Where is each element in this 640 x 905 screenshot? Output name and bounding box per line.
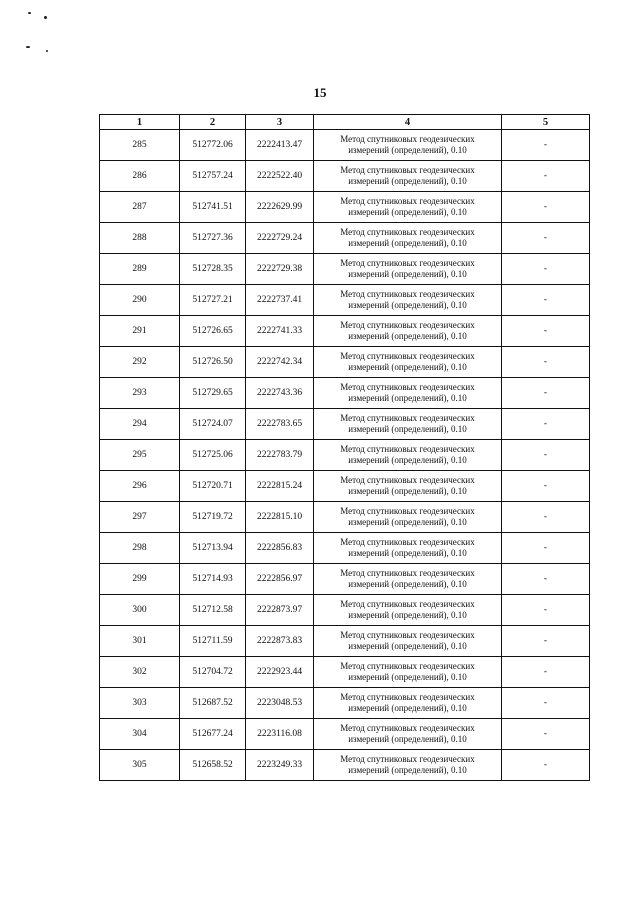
y-coordinate-cell: 2222815.10 <box>246 502 314 533</box>
method-line1: Метод спутниковых геодезических <box>340 599 475 609</box>
method-line2: измерений (определений), 0.10 <box>348 362 467 372</box>
method-line1: Метод спутниковых геодезических <box>340 351 475 361</box>
scan-speck <box>46 50 48 52</box>
method-cell <box>314 161 502 192</box>
y-coordinate-cell: 2222873.83 <box>246 626 314 657</box>
method-cell <box>314 285 502 316</box>
x-coordinate-cell: 512719.72 <box>180 502 246 533</box>
table-row <box>100 192 590 223</box>
dash-cell: - <box>502 719 590 750</box>
table-row <box>100 471 590 502</box>
method-cell <box>314 719 502 750</box>
method-line1: Метод спутниковых геодезических <box>340 630 475 640</box>
y-coordinate-cell: 2222743.36 <box>246 378 314 409</box>
coordinates-table <box>99 114 590 781</box>
point-number-cell: 291 <box>100 316 180 347</box>
dash-cell: - <box>502 502 590 533</box>
table-header-row <box>100 115 590 130</box>
table-row <box>100 161 590 192</box>
method-cell <box>314 533 502 564</box>
point-number-cell: 295 <box>100 440 180 471</box>
x-coordinate-cell: 512757.24 <box>180 161 246 192</box>
method-line2: измерений (определений), 0.10 <box>348 548 467 558</box>
table-row <box>100 564 590 595</box>
table-row <box>100 502 590 533</box>
method-cell <box>314 688 502 719</box>
point-number-cell: 304 <box>100 719 180 750</box>
table-row <box>100 409 590 440</box>
x-coordinate-cell: 512741.51 <box>180 192 246 223</box>
point-number-cell: 301 <box>100 626 180 657</box>
x-coordinate-cell: 512727.21 <box>180 285 246 316</box>
table-row <box>100 347 590 378</box>
method-line1: Метод спутниковых геодезических <box>340 723 475 733</box>
table-row <box>100 595 590 626</box>
y-coordinate-cell: 2222729.24 <box>246 223 314 254</box>
y-coordinate-cell: 2223249.33 <box>246 750 314 781</box>
x-coordinate-cell: 512729.65 <box>180 378 246 409</box>
method-line1: Метод спутниковых геодезических <box>340 320 475 330</box>
x-coordinate-cell: 512714.93 <box>180 564 246 595</box>
method-cell <box>314 502 502 533</box>
y-coordinate-cell: 2222729.38 <box>246 254 314 285</box>
x-coordinate-cell: 512772.06 <box>180 130 246 161</box>
x-coordinate-cell: 512712.58 <box>180 595 246 626</box>
method-line1: Метод спутниковых геодезических <box>340 289 475 299</box>
dash-cell: - <box>502 595 590 626</box>
dash-cell: - <box>502 409 590 440</box>
point-number-cell: 300 <box>100 595 180 626</box>
dash-cell: - <box>502 440 590 471</box>
dash-cell: - <box>502 657 590 688</box>
table-row <box>100 378 590 409</box>
dash-cell: - <box>502 130 590 161</box>
point-number-cell: 288 <box>100 223 180 254</box>
table-row <box>100 719 590 750</box>
point-number-cell: 305 <box>100 750 180 781</box>
method-cell <box>314 657 502 688</box>
y-coordinate-cell: 2222873.97 <box>246 595 314 626</box>
dash-cell: - <box>502 750 590 781</box>
point-number-cell: 287 <box>100 192 180 223</box>
point-number-cell: 294 <box>100 409 180 440</box>
table-body <box>100 130 590 781</box>
dash-cell: - <box>502 347 590 378</box>
table-row <box>100 533 590 564</box>
y-coordinate-cell: 2222815.24 <box>246 471 314 502</box>
x-coordinate-cell: 512726.65 <box>180 316 246 347</box>
method-line1: Метод спутниковых геодезических <box>340 506 475 516</box>
table-row <box>100 626 590 657</box>
method-line2: измерений (определений), 0.10 <box>348 207 467 217</box>
x-coordinate-cell: 512677.24 <box>180 719 246 750</box>
method-line1: Метод спутниковых геодезических <box>340 475 475 485</box>
column-header: 1 <box>100 115 180 130</box>
method-line2: измерений (определений), 0.10 <box>348 455 467 465</box>
table-row <box>100 440 590 471</box>
dash-cell: - <box>502 471 590 502</box>
x-coordinate-cell: 512687.52 <box>180 688 246 719</box>
dash-cell: - <box>502 254 590 285</box>
point-number-cell: 298 <box>100 533 180 564</box>
y-coordinate-cell: 2222413.47 <box>246 130 314 161</box>
method-line2: измерений (определений), 0.10 <box>348 238 467 248</box>
point-number-cell: 297 <box>100 502 180 533</box>
method-line2: измерений (определений), 0.10 <box>348 269 467 279</box>
method-line2: измерений (определений), 0.10 <box>348 610 467 620</box>
method-line2: измерений (определений), 0.10 <box>348 424 467 434</box>
y-coordinate-cell: 2223048.53 <box>246 688 314 719</box>
method-line1: Метод спутниковых геодезических <box>340 382 475 392</box>
y-coordinate-cell: 2222923.44 <box>246 657 314 688</box>
method-cell <box>314 440 502 471</box>
method-line2: измерений (определений), 0.10 <box>348 331 467 341</box>
method-cell <box>314 254 502 285</box>
x-coordinate-cell: 512720.71 <box>180 471 246 502</box>
method-cell <box>314 750 502 781</box>
table-row <box>100 657 590 688</box>
y-coordinate-cell: 2222742.34 <box>246 347 314 378</box>
method-cell <box>314 626 502 657</box>
dash-cell: - <box>502 378 590 409</box>
dash-cell: - <box>502 564 590 595</box>
x-coordinate-cell: 512704.72 <box>180 657 246 688</box>
page-number: 15 <box>313 85 327 100</box>
x-coordinate-cell: 512725.06 <box>180 440 246 471</box>
x-coordinate-cell: 512713.94 <box>180 533 246 564</box>
scan-speck <box>26 46 30 48</box>
method-line2: измерений (определений), 0.10 <box>348 703 467 713</box>
y-coordinate-cell: 2222629.99 <box>246 192 314 223</box>
method-line2: измерений (определений), 0.10 <box>348 517 467 527</box>
method-cell <box>314 316 502 347</box>
point-number-cell: 289 <box>100 254 180 285</box>
y-coordinate-cell: 2222856.97 <box>246 564 314 595</box>
method-line1: Метод спутниковых геодезических <box>340 196 475 206</box>
column-header: 3 <box>246 115 314 130</box>
method-line1: Метод спутниковых геодезических <box>340 568 475 578</box>
column-header: 4 <box>314 115 502 130</box>
dash-cell: - <box>502 192 590 223</box>
y-coordinate-cell: 2223116.08 <box>246 719 314 750</box>
method-cell <box>314 409 502 440</box>
method-line2: измерений (определений), 0.10 <box>348 641 467 651</box>
method-line2: измерений (определений), 0.10 <box>348 672 467 682</box>
dash-cell: - <box>502 533 590 564</box>
method-line1: Метод спутниковых геодезических <box>340 537 475 547</box>
method-line2: измерений (определений), 0.10 <box>348 765 467 775</box>
method-line1: Метод спутниковых геодезических <box>340 134 475 144</box>
method-line2: измерений (определений), 0.10 <box>348 393 467 403</box>
method-cell <box>314 378 502 409</box>
method-cell <box>314 192 502 223</box>
method-line1: Метод спутниковых геодезических <box>340 444 475 454</box>
dash-cell: - <box>502 316 590 347</box>
table-row <box>100 750 590 781</box>
x-coordinate-cell: 512727.36 <box>180 223 246 254</box>
method-cell <box>314 595 502 626</box>
y-coordinate-cell: 2222737.41 <box>246 285 314 316</box>
column-header: 2 <box>180 115 246 130</box>
table-row <box>100 688 590 719</box>
point-number-cell: 303 <box>100 688 180 719</box>
dash-cell: - <box>502 688 590 719</box>
x-coordinate-cell: 512728.35 <box>180 254 246 285</box>
method-line1: Метод спутниковых геодезических <box>340 754 475 764</box>
point-number-cell: 290 <box>100 285 180 316</box>
dash-cell: - <box>502 223 590 254</box>
point-number-cell: 293 <box>100 378 180 409</box>
scan-speck <box>44 16 47 19</box>
method-cell <box>314 564 502 595</box>
method-line1: Метод спутниковых геодезических <box>340 413 475 423</box>
method-line2: измерений (определений), 0.10 <box>348 486 467 496</box>
method-line1: Метод спутниковых геодезических <box>340 165 475 175</box>
scan-speck <box>28 12 31 14</box>
method-cell <box>314 223 502 254</box>
y-coordinate-cell: 2222856.83 <box>246 533 314 564</box>
method-line1: Метод спутниковых геодезических <box>340 258 475 268</box>
column-header: 5 <box>502 115 590 130</box>
point-number-cell: 299 <box>100 564 180 595</box>
table-row <box>100 223 590 254</box>
x-coordinate-cell: 512711.59 <box>180 626 246 657</box>
table-row <box>100 285 590 316</box>
x-coordinate-cell: 512658.52 <box>180 750 246 781</box>
point-number-cell: 296 <box>100 471 180 502</box>
y-coordinate-cell: 2222783.65 <box>246 409 314 440</box>
point-number-cell: 286 <box>100 161 180 192</box>
method-line1: Метод спутниковых геодезических <box>340 692 475 702</box>
method-line2: измерений (определений), 0.10 <box>348 145 467 155</box>
method-line2: измерений (определений), 0.10 <box>348 176 467 186</box>
dash-cell: - <box>502 161 590 192</box>
method-cell <box>314 471 502 502</box>
table-row <box>100 130 590 161</box>
method-line2: измерений (определений), 0.10 <box>348 734 467 744</box>
point-number-cell: 302 <box>100 657 180 688</box>
y-coordinate-cell: 2222783.79 <box>246 440 314 471</box>
point-number-cell: 285 <box>100 130 180 161</box>
method-cell <box>314 347 502 378</box>
x-coordinate-cell: 512724.07 <box>180 409 246 440</box>
method-line1: Метод спутниковых геодезических <box>340 661 475 671</box>
method-line2: измерений (определений), 0.10 <box>348 579 467 589</box>
table-row <box>100 254 590 285</box>
y-coordinate-cell: 2222741.33 <box>246 316 314 347</box>
x-coordinate-cell: 512726.50 <box>180 347 246 378</box>
table-row <box>100 316 590 347</box>
dash-cell: - <box>502 626 590 657</box>
dash-cell: - <box>502 285 590 316</box>
method-line1: Метод спутниковых геодезических <box>340 227 475 237</box>
y-coordinate-cell: 2222522.40 <box>246 161 314 192</box>
method-line2: измерений (определений), 0.10 <box>348 300 467 310</box>
method-cell <box>314 130 502 161</box>
point-number-cell: 292 <box>100 347 180 378</box>
